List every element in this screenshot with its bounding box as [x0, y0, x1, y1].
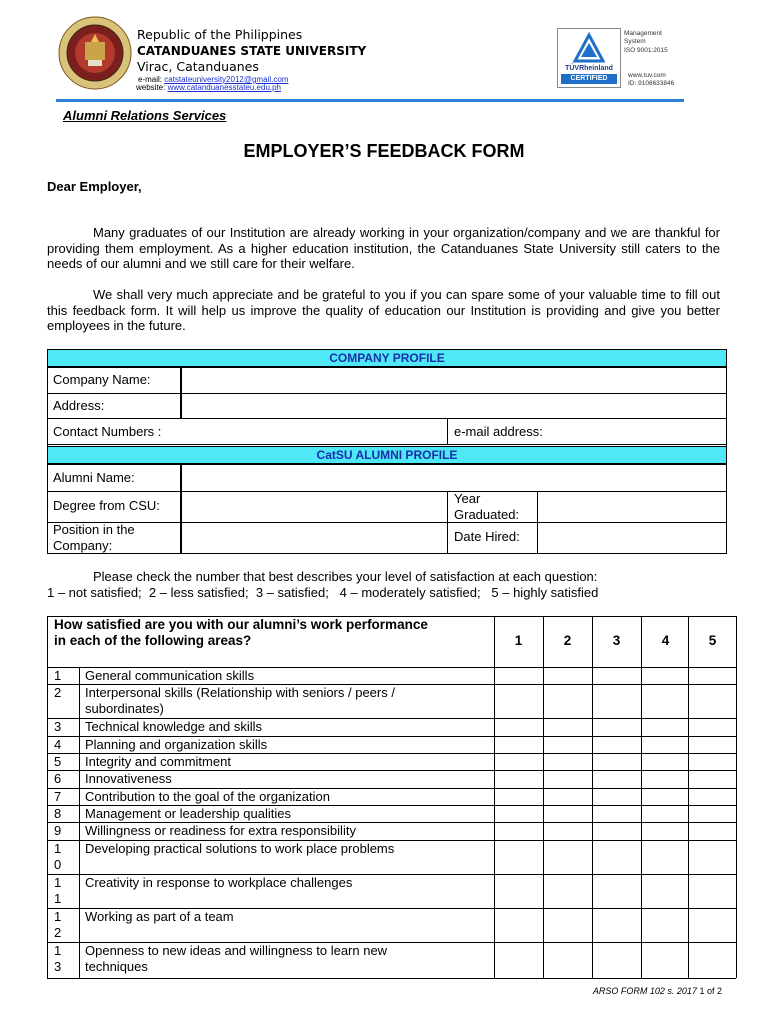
rating-checkbox-5[interactable] [689, 668, 736, 684]
item-number: 3 [54, 719, 62, 734]
cert-system-1: Management [624, 30, 662, 37]
email-address-label: e-mail address: [454, 424, 543, 439]
survey-question-line-2: in each of the following areas? [54, 633, 252, 648]
rating-checkbox-1[interactable] [495, 823, 543, 840]
table-border-bottom [47, 978, 736, 979]
form-code: ARSO FORM 102 s. 2017 [592, 986, 697, 996]
rating-checkbox-1[interactable] [495, 806, 543, 822]
header-website-link[interactable]: www.catanduanesstateu.edu.ph [167, 83, 282, 92]
rating-checkbox-4[interactable] [642, 909, 688, 942]
cert-id: ID: 9108633846 [628, 80, 675, 87]
item-text-continued: subordinates) [85, 701, 164, 716]
page-number: 1 of 2 [699, 986, 722, 996]
rating-checkbox-2[interactable] [544, 754, 592, 770]
year-graduated-label-1: Year [454, 491, 481, 506]
rating-checkbox-4[interactable] [642, 789, 688, 805]
rating-checkbox-5[interactable] [689, 771, 736, 788]
rating-checkbox-5[interactable] [689, 806, 736, 822]
header-email-link[interactable]: catstateuniversity2012@gmail.com [164, 75, 289, 84]
year-graduated-label-2: Graduated: [454, 507, 520, 522]
cert-badge: CERTIFIED [561, 74, 617, 84]
rating-checkbox-2[interactable] [544, 806, 592, 822]
rating-checkbox-5[interactable] [689, 685, 736, 718]
rating-checkbox-5[interactable] [689, 754, 736, 770]
instructions-line-2: 1 – not satisfied; 2 – less satisfied; 3 – satisfied; 4 – moderately satisfied; 5 – highly satisfied [47, 585, 599, 600]
rating-checkbox-5[interactable] [689, 909, 736, 942]
rating-checkbox-2[interactable] [544, 875, 592, 908]
rating-checkbox-1[interactable] [495, 668, 543, 684]
header-email-label: e-mail: [138, 75, 163, 84]
rating-checkbox-4[interactable] [642, 719, 688, 736]
item-number: 8 [54, 806, 62, 821]
rating-checkbox-2[interactable] [544, 737, 592, 753]
rating-checkbox-1[interactable] [495, 943, 543, 978]
intro-paragraph-1: Many graduates of our Institution are already working in your organization/company and we are thankful for providing them employment. As a higher education institution, the Catanduanes State University still caters to the needs of our alumni and we still care for their welfare. [47, 225, 720, 271]
cert-system-2: System [624, 38, 646, 45]
rating-checkbox-5[interactable] [689, 789, 736, 805]
rating-checkbox-3[interactable] [593, 909, 641, 942]
rating-checkbox-5[interactable] [689, 841, 736, 874]
item-number: 1 [54, 875, 62, 890]
rating-checkbox-2[interactable] [544, 943, 592, 978]
item-text: Management or leadership qualities [85, 806, 291, 821]
rating-checkbox-3[interactable] [593, 685, 641, 718]
rating-checkbox-5[interactable] [689, 737, 736, 753]
rating-checkbox-5[interactable] [689, 943, 736, 978]
item-number: 2 [54, 685, 62, 700]
rating-checkbox-4[interactable] [642, 943, 688, 978]
alumni-name-label: Alumni Name: [53, 470, 135, 485]
item-number: 1 [54, 668, 62, 683]
table-column-divider [736, 616, 737, 978]
item-text: Innovativeness [85, 771, 172, 786]
item-number-continued: 0 [54, 857, 62, 872]
rating-checkbox-4[interactable] [642, 771, 688, 788]
survey-question-line-1: How satisfied are you with our alumni’s work performance [54, 617, 428, 632]
item-number: 1 [54, 943, 62, 958]
alumni-profile-heading: CatSU ALUMNI PROFILE [47, 446, 727, 464]
item-number: 4 [54, 737, 62, 752]
item-number-continued: 1 [54, 891, 62, 906]
item-text: General communication skills [85, 668, 255, 683]
rating-checkbox-4[interactable] [642, 737, 688, 753]
header-location: Virac, Catanduanes [137, 59, 259, 74]
company-profile-heading: COMPANY PROFILE [47, 349, 727, 367]
office-unit: Alumni Relations Services [63, 108, 227, 123]
item-text: Integrity and commitment [85, 754, 231, 769]
company-name-label: Company Name: [53, 372, 151, 387]
rating-checkbox-2[interactable] [544, 841, 592, 874]
item-text: Openness to new ideas and willingness to learn new [85, 943, 388, 958]
item-text: Developing practical solutions to work place problems [85, 841, 395, 856]
rating-checkbox-3[interactable] [593, 789, 641, 805]
contact-numbers-label: Contact Numbers : [53, 424, 162, 439]
scale-header-2: 2 [563, 633, 572, 648]
rating-checkbox-3[interactable] [593, 943, 641, 978]
rating-checkbox-2[interactable] [544, 719, 592, 736]
rating-checkbox-3[interactable] [593, 823, 641, 840]
rating-checkbox-4[interactable] [642, 754, 688, 770]
rating-checkbox-5[interactable] [689, 823, 736, 840]
page-title: EMPLOYER’S FEEDBACK FORM [243, 141, 525, 161]
item-number-continued: 2 [54, 925, 62, 940]
address-label: Address: [53, 398, 105, 413]
rating-checkbox-3[interactable] [593, 719, 641, 736]
cert-url: www.tuv.com [628, 72, 666, 79]
item-number: 9 [54, 823, 62, 838]
rating-checkbox-2[interactable] [544, 823, 592, 840]
header-university: CATANDUANES STATE UNIVERSITY [137, 44, 367, 58]
rating-checkbox-2[interactable] [544, 668, 592, 684]
table-column-divider [47, 616, 48, 978]
rating-checkbox-4[interactable] [642, 668, 688, 684]
scale-header-5: 5 [708, 633, 717, 648]
rating-checkbox-3[interactable] [593, 875, 641, 908]
item-number: 1 [54, 841, 62, 856]
rating-checkbox-1[interactable] [495, 719, 543, 736]
scale-header-3: 3 [612, 633, 621, 648]
rating-checkbox-2[interactable] [544, 771, 592, 788]
item-number: 1 [54, 909, 62, 924]
rating-checkbox-1[interactable] [495, 875, 543, 908]
table-border-top [47, 616, 736, 617]
rating-checkbox-2[interactable] [544, 685, 592, 718]
header-country: Republic of the Philippines [137, 27, 303, 42]
position-label-2: Company: [53, 538, 113, 553]
item-text: Working as part of a team [85, 909, 234, 924]
item-text: Technical knowledge and skills [85, 719, 263, 734]
item-text: Planning and organization skills [85, 737, 268, 752]
item-number-continued: 3 [54, 959, 62, 974]
rating-checkbox-1[interactable] [495, 754, 543, 770]
item-text: Interpersonal skills (Relationship with seniors / peers / [85, 685, 395, 700]
degree-label: Degree from CSU: [53, 498, 160, 513]
item-number: 7 [54, 789, 62, 804]
rating-checkbox-3[interactable] [593, 806, 641, 822]
rating-checkbox-2[interactable] [544, 789, 592, 805]
rating-checkbox-1[interactable] [495, 841, 543, 874]
item-text: Creativity in response to workplace challenges [85, 875, 353, 890]
item-text-continued: techniques [85, 959, 148, 974]
rating-checkbox-3[interactable] [593, 737, 641, 753]
date-hired-label: Date Hired: [454, 529, 520, 544]
rating-checkbox-2[interactable] [544, 909, 592, 942]
rating-checkbox-1[interactable] [495, 909, 543, 942]
salutation: Dear Employer, [47, 179, 142, 194]
rating-checkbox-5[interactable] [689, 719, 736, 736]
item-text: Willingness or readiness for extra responsibility [85, 823, 356, 838]
cert-standard: ISO 9001:2015 [624, 47, 668, 54]
item-number: 6 [54, 771, 62, 786]
item-text: Contribution to the goal of the organization [85, 789, 331, 804]
intro-paragraph-2: We shall very much appreciate and be grateful to you if you can spare some of your valuable time to fill out this feedback form. It will help us improve the quality of education our Institution is providing and give you better employees in the future. [47, 287, 720, 333]
scale-header-1: 1 [514, 633, 523, 648]
instructions-line-1: Please check the number that best describes your level of satisfaction at each question: [93, 569, 598, 584]
rating-checkbox-4[interactable] [642, 841, 688, 874]
rating-checkbox-1[interactable] [495, 789, 543, 805]
rating-checkbox-3[interactable] [593, 668, 641, 684]
rating-checkbox-4[interactable] [642, 685, 688, 718]
rating-checkbox-5[interactable] [689, 875, 736, 908]
position-label-1: Position in the [53, 522, 135, 537]
rating-checkbox-3[interactable] [593, 754, 641, 770]
header-website-label: website: [136, 83, 166, 92]
cert-brand: TÜVRheinland [565, 65, 613, 72]
rating-checkbox-1[interactable] [495, 771, 543, 788]
rating-checkbox-1[interactable] [495, 737, 543, 753]
scale-header-4: 4 [661, 633, 670, 648]
form-footer [593, 986, 722, 996]
item-number: 5 [54, 754, 62, 769]
rating-checkbox-4[interactable] [642, 823, 688, 840]
rating-checkbox-3[interactable] [593, 771, 641, 788]
rating-checkbox-1[interactable] [495, 685, 543, 718]
rating-checkbox-3[interactable] [593, 841, 641, 874]
rating-checkbox-4[interactable] [642, 806, 688, 822]
rating-checkbox-4[interactable] [642, 875, 688, 908]
